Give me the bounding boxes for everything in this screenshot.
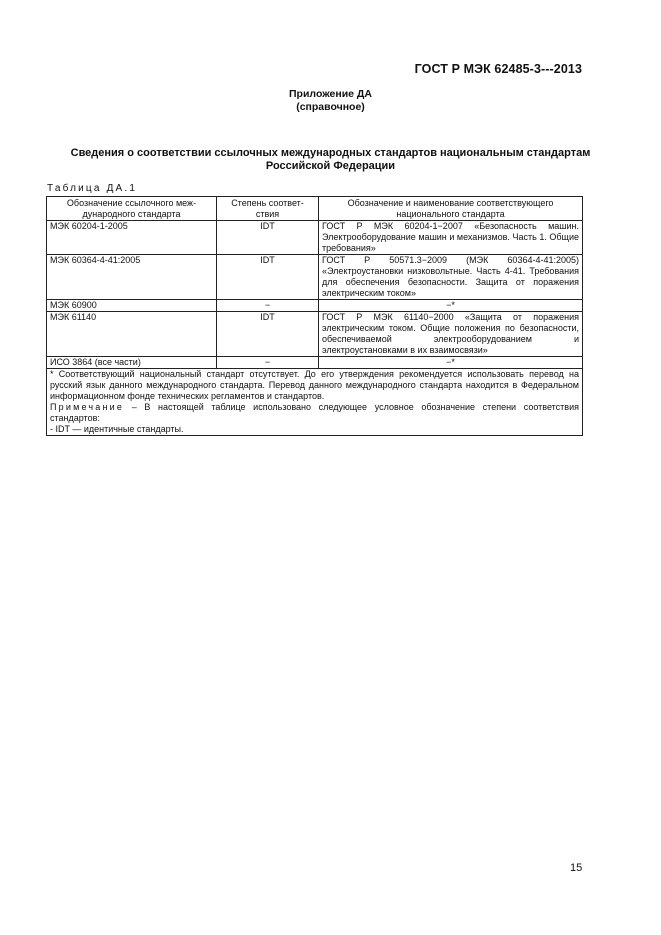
degree-cell: −	[217, 357, 319, 369]
table-row	[47, 312, 583, 357]
table-footnote: * Соответствующий национальный стандарт отсутствует. До его утверждения рекомендуется использовать перевод на русский язык данного международного стандарта. Перевод данного международного стандарта находится в Федеральном информационном фонде технических регламентов и стандартов.	[50, 369, 579, 401]
degree-cell: IDT	[217, 255, 319, 300]
table-row	[47, 221, 583, 255]
intl-standard-cell: МЭК 61140	[47, 312, 217, 357]
national-standard-cell: ГОСТ Р МЭК 60204-1−2007 «Безопасность машин. Электрооборудование машин и механизмов. Часть 1. Общие требования»	[319, 221, 583, 255]
national-standard-cell: −*	[319, 300, 583, 312]
table-row	[47, 300, 583, 312]
national-standard-cell: ГОСТ Р МЭК 61140−2000 «Защита от поражения электрическим током. Общие положения по безопасности, обеспечиваемой электрооборудованием и электроустановками в их взаимосвязи»	[319, 312, 583, 357]
header-degree: Степень соответ-ствия	[217, 197, 319, 221]
section-title-line1: Сведения о соответствии ссылочных международных стандартов национальным стандартам	[70, 147, 591, 159]
annex-heading	[0, 88, 661, 114]
intl-standard-cell: МЭК 60900	[47, 300, 217, 312]
table-row	[47, 255, 583, 300]
note-text: – В настоящей таблице использовано следующее условное обозначение степени соответствия стандартов:	[50, 402, 579, 423]
document-code-header: ГОСТ Р МЭК 62485-3---2013	[414, 62, 582, 76]
table-note	[50, 402, 579, 424]
section-title-line2: Российской Федерации	[265, 160, 396, 172]
table-caption: Таблица ДА.1	[47, 183, 138, 194]
header-national-standard: Обозначение и наименование соответствующего национального стандарта	[319, 197, 583, 221]
note-item: - IDT — идентичные стандарты.	[50, 424, 184, 434]
table-footnote-row	[47, 369, 583, 436]
intl-standard-cell: ИСО 3864 (все части)	[47, 357, 217, 369]
table-header-row	[47, 197, 583, 221]
annex-title: Приложение ДА	[289, 88, 372, 100]
national-standard-cell: ГОСТ Р 50571.3−2009 (МЭК 60364-4-41:2005) «Электроустановки низковольтные. Часть 4-41. Требования для обеспечения безопасности. Защита от поражения электрическим током»	[319, 255, 583, 300]
table-row	[47, 357, 583, 369]
page-number: 15	[570, 862, 583, 874]
standards-correspondence-table	[46, 196, 583, 436]
intl-standard-cell: МЭК 60204-1-2005	[47, 221, 217, 255]
note-label: Примечание	[50, 402, 125, 412]
header-intl-standard: Обозначение ссылочного меж-дународного стандарта	[47, 197, 217, 221]
national-standard-cell: −*	[319, 357, 583, 369]
section-title	[40, 147, 621, 173]
degree-cell: IDT	[217, 312, 319, 357]
table-notes-cell	[47, 369, 583, 436]
intl-standard-cell: МЭК 60364-4-41:2005	[47, 255, 217, 300]
degree-cell: −	[217, 300, 319, 312]
degree-cell: IDT	[217, 221, 319, 255]
annex-subtitle: (справочное)	[296, 101, 365, 113]
